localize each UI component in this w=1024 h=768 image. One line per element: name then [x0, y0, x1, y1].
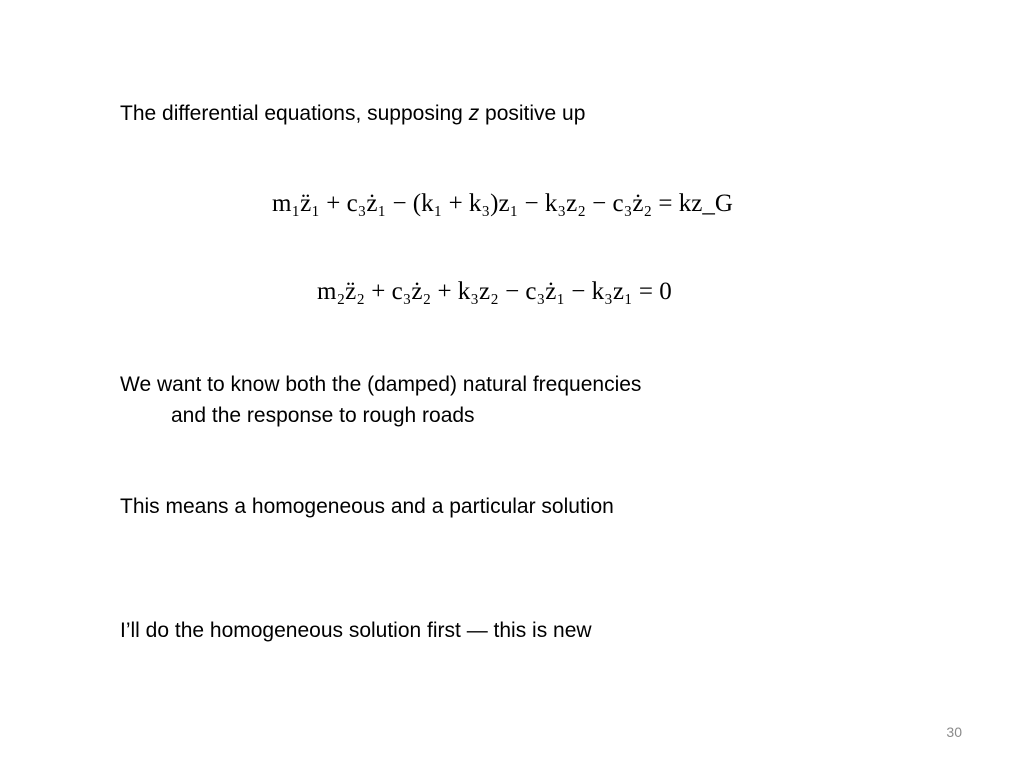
para-3: I’ll do the homogeneous solution first — this is new — [120, 619, 592, 642]
intro-variable: z — [468, 102, 480, 125]
para-1-line-2: and the response to rough roads — [171, 404, 475, 427]
intro-line — [120, 99, 585, 129]
para-1-line-1: We want to know both the (damped) natural frequencies — [120, 373, 642, 396]
intro-text-before: The differential equations, supposing — [120, 102, 469, 125]
equation-1: m₁z̈₁ + c₃ż₁ − (k₁ + k₃)z₁ − k₃z₂ − c₃ż₂ = kz_G — [272, 190, 733, 217]
para-2: This means a homogeneous and a particular solution — [120, 495, 614, 518]
intro-text-after: positive up — [479, 102, 586, 125]
slide-number: 30 — [946, 724, 962, 740]
equation-2: m₂z̈₂ + c₃ż₂ + k₃z₂ − c₃ż₁ − k₃z₁ = 0 — [317, 278, 672, 305]
